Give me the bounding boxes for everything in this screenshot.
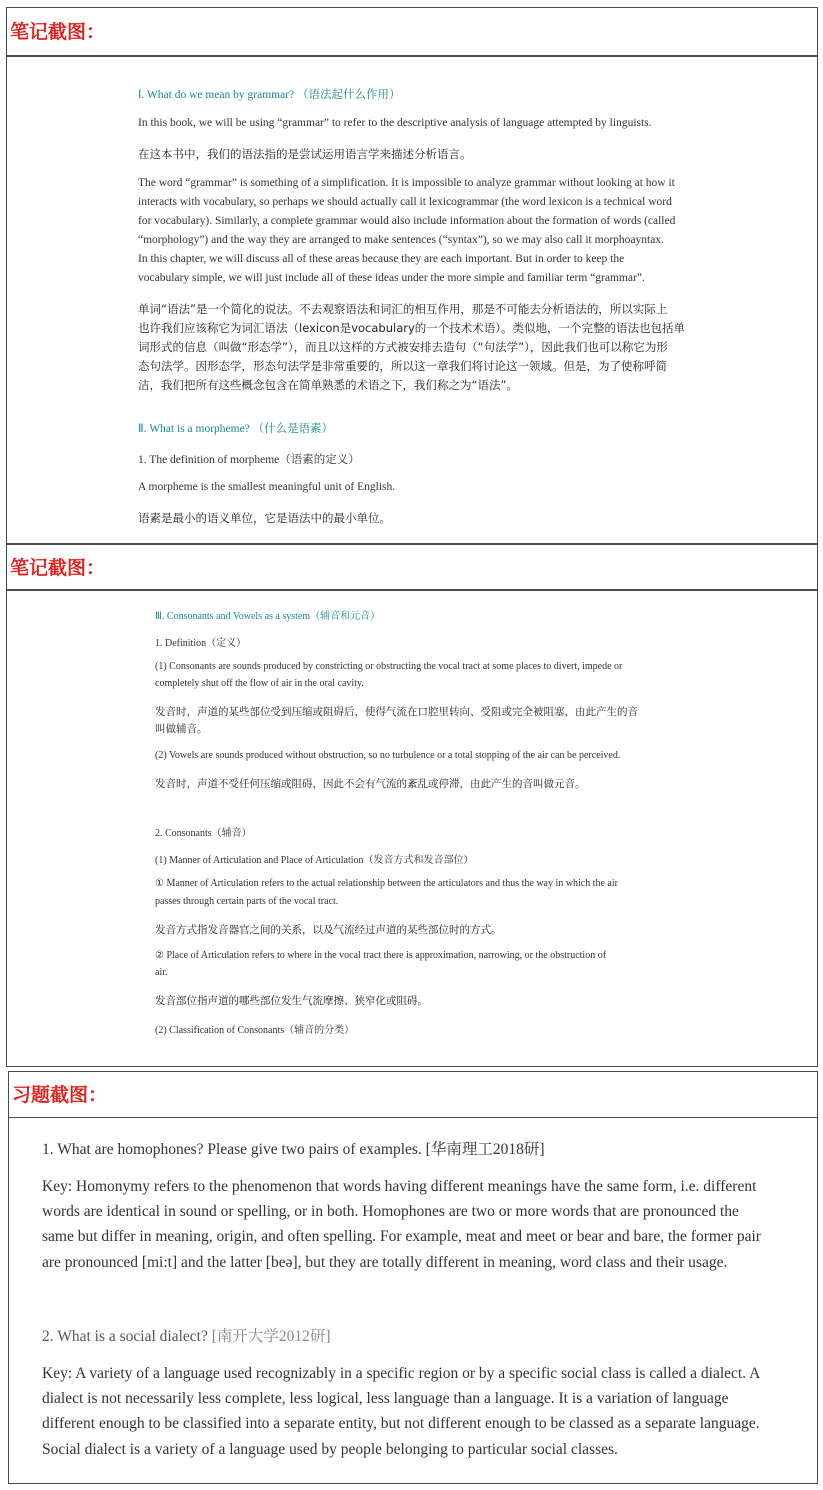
paragraph-zh: 发音时，声道不受任何压缩或阻碍，因此不会有气流的紊乱或停滞，由此产生的音叫做元音。 bbox=[155, 778, 586, 790]
paragraph-zh-line: 发音时，声道的某些部位受到压缩或阻碍后，使得气流在口腔里转向、受阻或完全被阻塞，由此产生的音 bbox=[155, 706, 638, 718]
paragraph-line: for vocabulary). Similarly, a complete grammar would also include information about the formation of words (called bbox=[138, 215, 676, 227]
paragraph: A morpheme is the smallest meaningful unit of English. bbox=[138, 481, 396, 493]
question-source: [南开大学2012研] bbox=[211, 1328, 331, 1345]
paragraph-line: ② Place of Articulation refers to where in the vocal tract there is approximation, narrowing, or the obstruction of bbox=[155, 950, 607, 961]
subheading: (2) Classification of Consonants（辅音的分类） bbox=[155, 1025, 355, 1036]
paragraph-zh-line: 也许我们应该称它为词汇语法（lexicon是vocabulary的一个技术术语）。类似地，一个完整的语法也包括单 bbox=[138, 321, 686, 335]
paragraph-zh: 语素是最小的语义单位，它是语法中的最小单位。 bbox=[138, 511, 391, 525]
answer-line: Key: A variety of a language used recognizably in a specific region or by a specific social class is called a dialect. A bbox=[42, 1365, 761, 1382]
subheading: 2. Consonants（辅音） bbox=[155, 828, 252, 839]
subheading: 1. The definition of morpheme（语素的定义） bbox=[138, 454, 360, 466]
paragraph-zh-line: 态句法学。因形态学，形态句法学是非常重要的，所以这一章我们将讨论这一领域。但是，为了使称呼简 bbox=[138, 359, 667, 373]
paragraph-line: ① Manner of Articulation refers to the actual relationship between the articulators and thus the way in which the air bbox=[155, 878, 618, 889]
paragraph-zh-line: 单词“语法”是一个简化的说法。不去观察语法和词汇的相互作用，那是不可能去分析语法的，所以实际上 bbox=[138, 302, 668, 316]
paragraph-line: completely shut off the flow of air in the oral cavity. bbox=[155, 678, 364, 689]
paragraph-line: The word “grammar” is something of a simplification. It is impossible to analyze grammar without looking at how it bbox=[138, 177, 675, 189]
answer-line: same but differ in meaning, origin, and often spelling. For example, meat and meet or bear and bare, the former pair bbox=[42, 1228, 761, 1245]
section-heading: Ⅱ. What is a morpheme? （什么是语素） bbox=[138, 423, 334, 435]
question-text: 2. What is a social dialect? bbox=[42, 1328, 208, 1345]
paragraph-zh: 发音方式指发音器官之间的关系，以及气流经过声道的某些部位时的方式。 bbox=[155, 924, 502, 936]
question-text: 1. What are homophones? Please give two pairs of examples. bbox=[42, 1141, 422, 1158]
paragraph-zh-line: 叫做辅音。 bbox=[155, 723, 208, 735]
paragraph-zh: 发音部位指声道的哪些部位发生气流摩擦、狭窄化或阻碍。 bbox=[155, 995, 428, 1007]
notes-header bbox=[6, 544, 818, 590]
answer-line: Social dialect is a variety of a language used by people belonging to particular social classes. bbox=[42, 1441, 618, 1458]
paragraph-line: “morphology”) and the way they are arranged to make sentences (“syntax”), so we may also call it morphoayntax. bbox=[138, 234, 664, 246]
answer-line: different enough to be classified into a separate entity, but not different enough to be classed as a separate language. bbox=[42, 1415, 760, 1432]
section-heading: Ⅲ. Consonants and Vowels as a system（辅音和元音） bbox=[155, 611, 381, 622]
answer-line: are pronounced [mi:t] and the latter [beə], but they are totally different in meaning, word class and their usage. bbox=[42, 1254, 728, 1271]
paragraph: In this book, we will be using “grammar” to refer to the descriptive analysis of language attempted by linguists. bbox=[138, 117, 652, 129]
paragraph-line: In this chapter, we will discuss all of these areas because they are each important. But in order to keep the bbox=[138, 253, 625, 265]
question bbox=[42, 1137, 545, 1159]
exercises-label: 习题截图： bbox=[12, 1084, 108, 1106]
paragraph-zh-line: 词形式的信息（叫做“形态学”），而且以这样的方式被安排去造句（“句法学”），因此我们也可以称它为形 bbox=[138, 340, 668, 354]
question-source: [华南理工2018研] bbox=[425, 1141, 545, 1158]
answer-line: words are identical in sound or spelling, or in both. Homophones are two or more words that are pronounced the bbox=[42, 1203, 739, 1220]
notes-label: 笔记截图： bbox=[10, 557, 106, 579]
paragraph-line: passes through certain parts of the vocal tract. bbox=[155, 896, 339, 907]
paragraph-line: air. bbox=[155, 967, 168, 978]
paragraph-zh-line: 洁，我们把所有这些概念包含在简单熟悉的术语之下，我们称之为“语法”。 bbox=[138, 378, 518, 392]
paragraph-line: interacts with vocabulary, so perhaps we should actually call it lexicogrammar (the word lexicon is a technical word bbox=[138, 196, 672, 208]
paragraph-zh: 在这本书中，我们的语法指的是尝试运用语言学来描述分析语言。 bbox=[138, 147, 472, 161]
answer-line: Key: Homonymy refers to the phenomenon that words having different meanings have the same form, i.e. different bbox=[42, 1178, 757, 1195]
subheading: 1. Definition（定义） bbox=[155, 638, 247, 649]
section-heading: Ⅰ. What do we mean by grammar? （语法起什么作用） bbox=[138, 89, 401, 101]
question bbox=[42, 1324, 331, 1346]
subheading: (1) Manner of Articulation and Place of Articulation（发音方式和发音部位） bbox=[155, 855, 474, 866]
paragraph-line: vocabulary simple, we will just include all of these ideas under the more simple and familiar term “grammar”. bbox=[138, 272, 645, 284]
notes-header bbox=[6, 7, 818, 56]
exercises-header bbox=[8, 1071, 818, 1118]
notes-label: 笔记截图： bbox=[10, 21, 106, 43]
paragraph-line: (1) Consonants are sounds produced by constricting or obstructing the vocal tract at some places to divert, impede or bbox=[155, 661, 623, 672]
paragraph: (2) Vowels are sounds produced without obstruction, so no turbulence or a total stopping of the air can be perceived. bbox=[155, 750, 621, 761]
answer-line: dialect is not necessarily less complete, less logical, less language than a language. It is a variation of language bbox=[42, 1390, 729, 1407]
notes-box-1 bbox=[6, 56, 818, 544]
